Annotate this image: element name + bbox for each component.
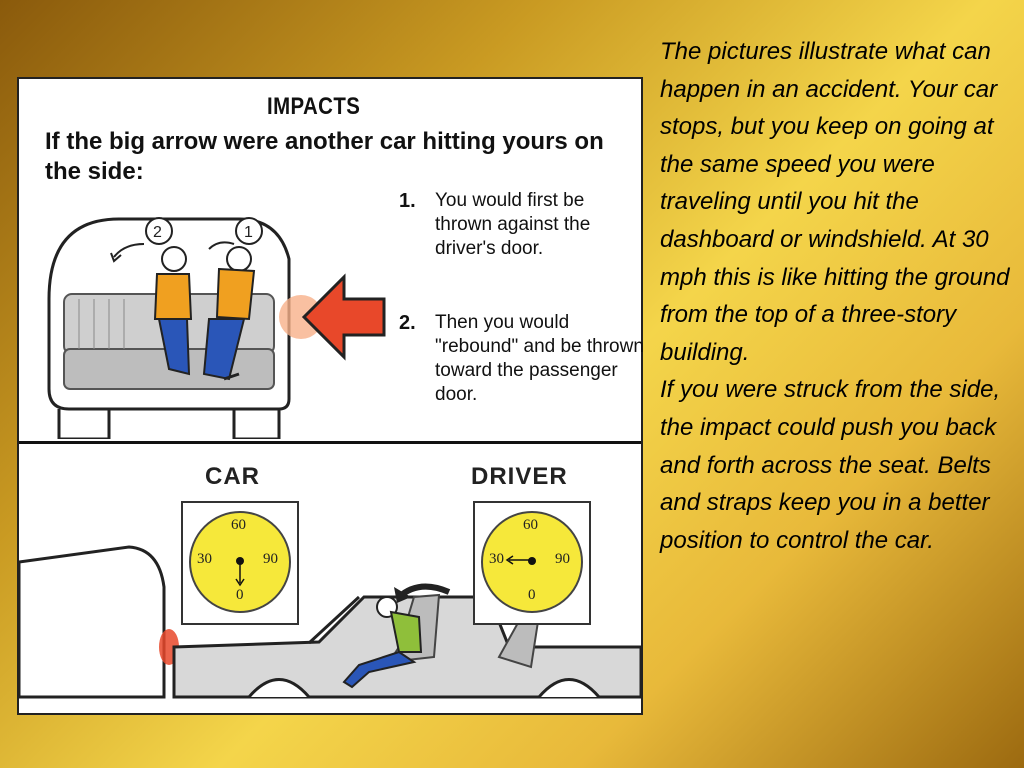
car-speed-gauge xyxy=(181,501,299,625)
side-impact-panel xyxy=(19,79,644,444)
driver-gauge-30: 30 xyxy=(489,551,504,567)
paragraph-forward-impact: The pictures illustrate what can happen in an accident. Your car stops, but you keep on going at the same speed you were traveling until you hit the dashboard or windshield. At 30 mph this is like hitting the ground from the top of a three-story building. xyxy=(660,38,1010,366)
marker-1 xyxy=(236,218,262,244)
car-gauge-label: CAR xyxy=(205,463,260,490)
step-2-text: Then you would "rebound" and be thrown toward the passenger door. xyxy=(435,312,644,405)
car-gauge-0: 0 xyxy=(236,587,244,603)
impact-arrow xyxy=(304,277,384,357)
left-wheel xyxy=(59,409,109,439)
car-gauge-90: 90 xyxy=(263,551,278,567)
car-gauge-needle xyxy=(189,511,291,613)
svg-text:2: 2 xyxy=(153,224,162,241)
slide-body-text xyxy=(660,33,1010,559)
driver-gauge-needle xyxy=(481,511,583,613)
front-car xyxy=(19,547,164,697)
speed-comparison-panel xyxy=(19,447,641,713)
car-gauge-30: 30 xyxy=(197,551,212,567)
driver-gauge-label: DRIVER xyxy=(471,463,568,490)
impacts-illustration xyxy=(17,77,643,715)
driver-gauge-60: 60 xyxy=(523,517,538,533)
impacts-subtitle: If the big arrow were another car hitting yours on the side: xyxy=(45,128,604,185)
driver-gauge-face xyxy=(481,511,583,613)
paragraph-side-impact: If you were struck from the side, the impact could push you back and forth across the seat. Belts and straps keep you in a better position to control the car. xyxy=(660,376,1001,554)
car-gauge-60: 60 xyxy=(231,517,246,533)
driver-speed-gauge xyxy=(473,501,591,625)
step-2-number: 2. xyxy=(399,312,416,334)
step-1-text: You would first be thrown against the driver's door. xyxy=(435,190,591,259)
driver-gauge-0: 0 xyxy=(528,587,536,603)
impacts-title: IMPACTS xyxy=(267,93,361,120)
car-gauge-face xyxy=(189,511,291,613)
marker-2 xyxy=(146,218,172,244)
svg-text:1: 1 xyxy=(244,224,253,241)
driver-gauge-90: 90 xyxy=(555,551,570,567)
right-wheel xyxy=(234,409,279,439)
step-1-number: 1. xyxy=(399,190,416,212)
side-impact-drawing xyxy=(39,199,389,439)
